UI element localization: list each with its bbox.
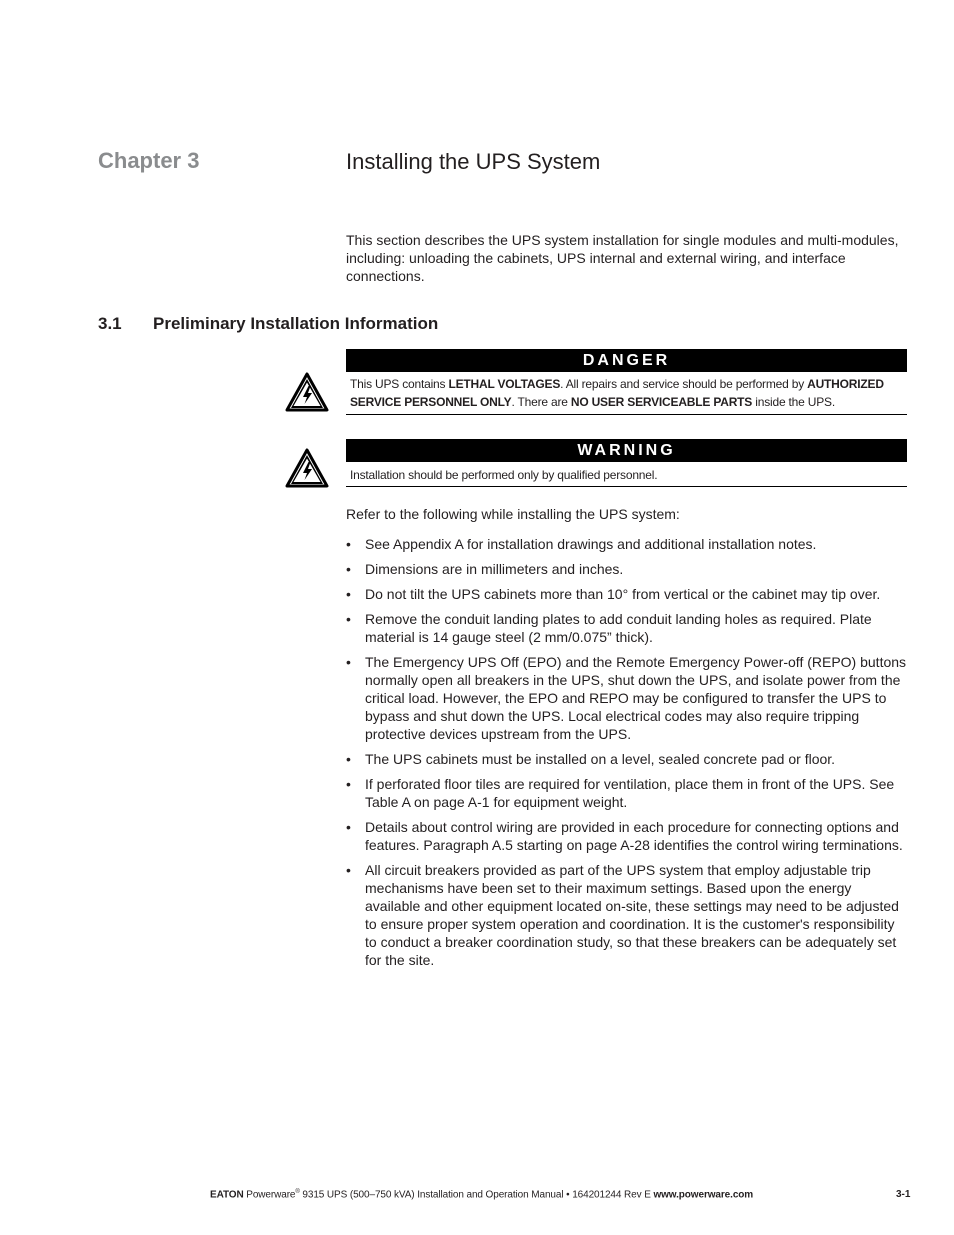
- list-item: • If perforated floor tiles are required for ventilation, place them in front of the UPS. See Table A on page A-1 for equipment weight.: [346, 775, 908, 811]
- list-item: • The UPS cabinets must be installed on a level, sealed concrete pad or floor.: [346, 750, 908, 768]
- chapter-title: Installing the UPS System: [346, 149, 601, 174]
- danger-text-part: This UPS contains: [350, 377, 449, 391]
- installation-notes-list: [346, 535, 908, 976]
- footer-manual-info: 9315 UPS (500–750 kVA) Installation and Operation Manual • 164201244 Rev E: [299, 1189, 654, 1201]
- electrical-hazard-icon: [285, 372, 329, 412]
- danger-text-part: . All repairs and service should be performed by: [560, 377, 808, 391]
- list-item: • All circuit breakers provided as part of the UPS system that employ adjustable trip mechanisms have been set to their maximum settings. Based upon the energy available and other equipment located on-site, these settings may need to be adjusted to ensure proper system operation and coordination. It is the customer's responsibility to conduct a breaker coordination study, so that these breakers can be adequately set for the site.: [346, 861, 908, 969]
- footer-url: www.powerware.com: [653, 1189, 754, 1201]
- page-footer: [210, 1189, 753, 1200]
- danger-text-part: . There are: [511, 395, 571, 409]
- danger-heading: DANGER: [346, 349, 907, 372]
- footer-brand: EATON: [210, 1189, 244, 1201]
- danger-emphasis: NO USER SERVICEABLE PARTS: [570, 395, 753, 409]
- list-item: • Remove the conduit landing plates to add conduit landing holes as required. Plate material is 14 gauge steel (2 mm/0.075” thick).: [346, 610, 908, 646]
- electrical-hazard-icon: [285, 448, 329, 488]
- warning-rule: [346, 486, 907, 487]
- list-item: • Dimensions are in millimeters and inches.: [346, 560, 908, 578]
- warning-message: Installation should be performed only by qualified personnel.: [350, 468, 658, 482]
- list-item: • Details about control wiring are provided in each procedure for connecting options and features. Paragraph A.5 starting on page A-28 identifies the control wiring terminations.: [346, 818, 908, 854]
- danger-emphasis: AUTHORIZED SERVICE PERSONNEL ONLY: [350, 377, 884, 409]
- chapter-label: Chapter 3: [98, 148, 200, 173]
- warning-heading: WARNING: [346, 439, 907, 462]
- danger-text-part: inside the UPS.: [752, 395, 835, 409]
- footer-registered-mark: ®: [295, 1189, 300, 1195]
- danger-message: [350, 375, 906, 411]
- danger-rule: [346, 414, 907, 415]
- footer-product: Powerware: [246, 1189, 296, 1201]
- list-item: • See Appendix A for installation drawings and additional installation notes.: [346, 535, 908, 553]
- intro-paragraph: This section describes the UPS system installation for single modules and multi-modules, including: unloading the cabinets, UPS internal and external wiring, and interface connections.: [346, 232, 899, 284]
- danger-emphasis: LETHAL VOLTAGES: [448, 377, 561, 391]
- section-title: Preliminary Installation Information: [153, 314, 439, 333]
- page-number: 3-1: [896, 1189, 911, 1200]
- list-item: • The Emergency UPS Off (EPO) and the Remote Emergency Power-off (REPO) buttons normally open all breakers in the UPS, shut down the UPS, and isolate power from the critical load. However, the EPO and REPO may be configured to transfer the UPS to bypass and shut down the UPS. Local electrical codes may also require tripping protective devices upstream from the UPS.: [346, 653, 908, 743]
- refer-text: Refer to the following while installing the UPS system:: [346, 506, 680, 522]
- list-item: • Do not tilt the UPS cabinets more than 10° from vertical or the cabinet may tip over.: [346, 585, 908, 603]
- section-number: 3.1: [98, 314, 122, 333]
